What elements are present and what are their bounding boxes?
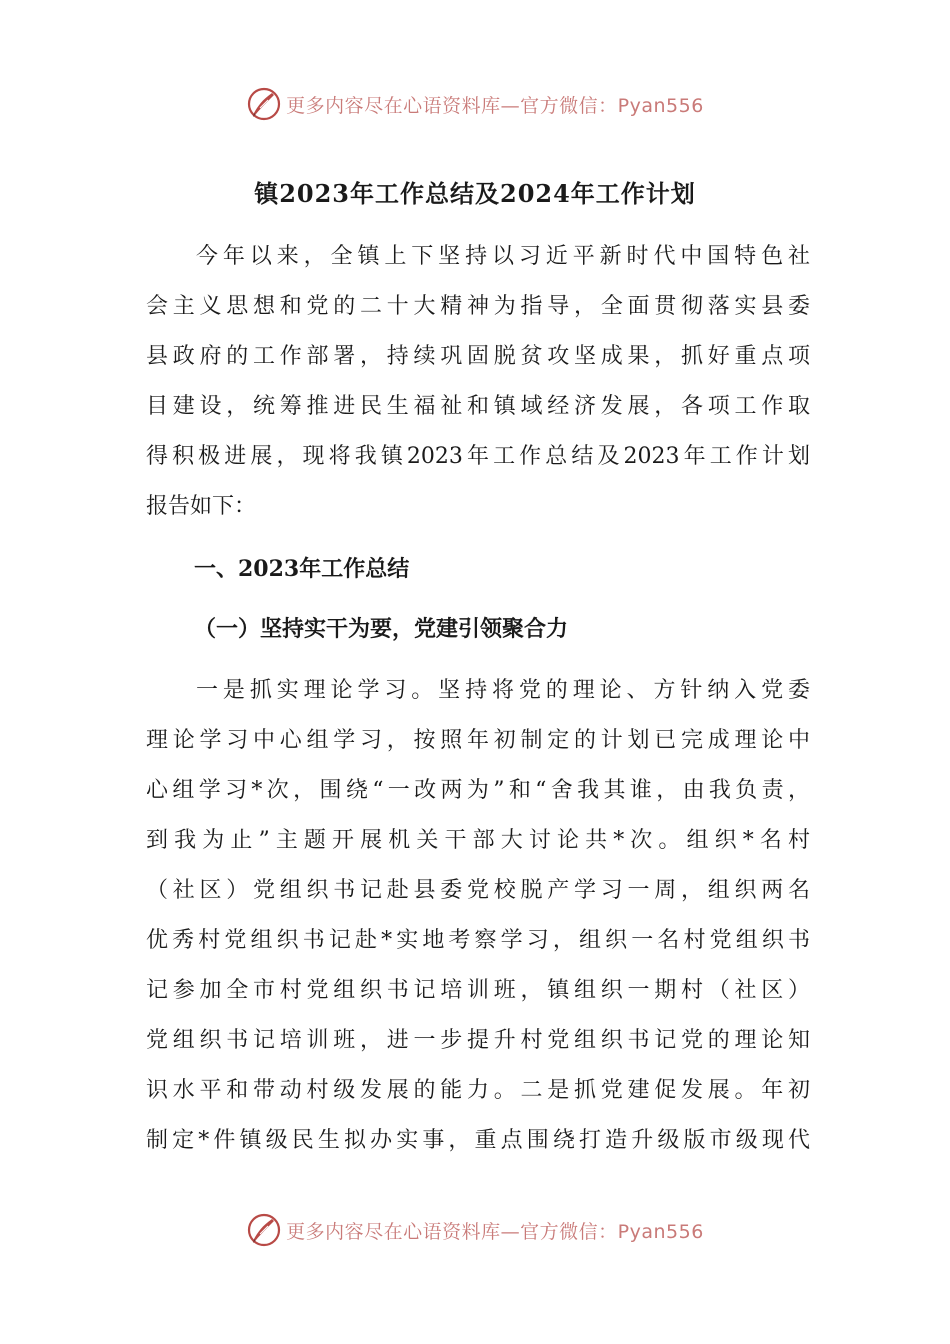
watermark-header: [0, 84, 950, 124]
body-line: 心组学习*次，围绕“一改两为”和“舍我其谁，由我负责，: [146, 778, 810, 803]
body-line: 党组织书记培训班，进一步提升村党组织书记党的理论知: [146, 1028, 810, 1053]
body-line: 制定*件镇级民生拟办实事，重点围绕打造升级版市级现代: [146, 1128, 810, 1153]
section-heading: 一、2023年工作总结: [194, 556, 410, 582]
intro-line: 会主义思想和党的二十大精神为指导，全面贯彻落实县委: [146, 294, 810, 319]
intro-line: 县政府的工作部署，持续巩固脱贫攻坚成果，抓好重点项: [146, 344, 810, 369]
document-title: 镇2023年工作总结及2024年工作计划: [254, 179, 696, 208]
watermark-handle: Pyan556: [617, 1220, 704, 1243]
body-line: 一是抓实理论学习。坚持将党的理论、方针纳入党委: [196, 678, 810, 703]
body-line: 识水平和带动村级发展的能力。二是抓党建促发展。年初: [146, 1078, 810, 1103]
body-paragraph: [146, 666, 810, 1166]
intro-line: 目建设，统筹推进民生福祉和镇域经济发展，各项工作取: [146, 394, 810, 419]
subsection-heading: （一）坚持实干为要，党建引领聚合力: [194, 616, 569, 642]
watermark-text: [286, 91, 704, 118]
body-line: （社区）党组织书记赴县委党校脱产学习一周，组织两名: [146, 878, 810, 903]
body-line: 记参加全市村党组织书记培训班，镇组织一期村（社区）: [146, 978, 810, 1003]
watermark-label: 更多内容尽在心语资料库—官方微信：: [286, 94, 618, 117]
watermark-footer: [0, 1210, 950, 1250]
watermark-text: [286, 1217, 704, 1244]
intro-line: 得积极进展，现将我镇2023年工作总结及2023年工作计划: [146, 444, 810, 469]
watermark-handle: Pyan556: [617, 94, 704, 117]
pen-logo-icon: [246, 1212, 282, 1248]
body-line: 到我为止”主题开展机关干部大讨论共*次。组织*名村: [146, 828, 810, 853]
pen-logo-icon: [246, 86, 282, 122]
intro-paragraph: [146, 232, 810, 532]
intro-line: 今年以来，全镇上下坚持以习近平新时代中国特色社: [196, 244, 810, 269]
body-line: 理论学习中心组学习，按照年初制定的计划已完成理论中: [146, 728, 810, 753]
body-line: 优秀村党组织书记赴*实地考察学习，组织一名村党组织书: [146, 928, 810, 953]
intro-line: 报告如下：: [146, 494, 257, 519]
watermark-label: 更多内容尽在心语资料库—官方微信：: [286, 1220, 618, 1243]
